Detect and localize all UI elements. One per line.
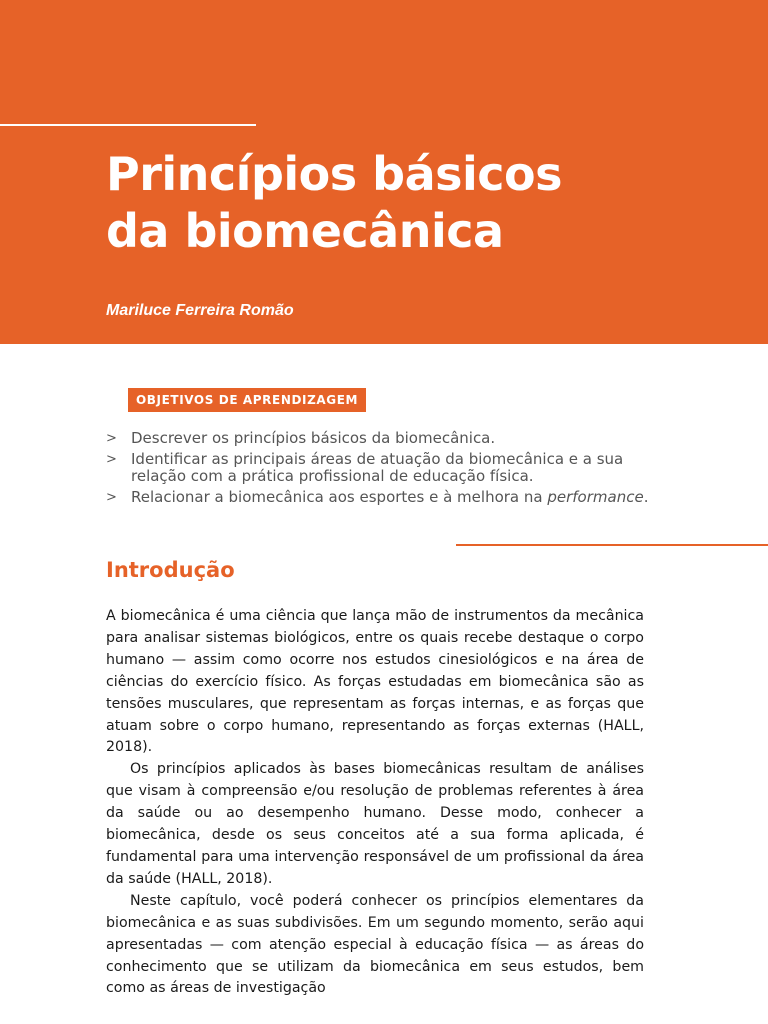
- body-paragraph: Os princípios aplicados às bases biomecânicas resultam de análises que visam à compreensão e/ou resolução de problemas referentes à área da saúde ou ao desempenho humano. Desse modo, conhecer a biomecânica, desde os seus conceitos até a sua forma aplicada, é fundamental para uma intervenção responsável de um profissional da área da saúde (HALL, 2018).: [106, 761, 644, 887]
- objective-text: Relacionar a biomecânica aos esportes e à melhora na: [131, 488, 543, 506]
- chapter-header: [0, 0, 768, 344]
- objective-text: Descrever os princípios básicos da biomecânica.: [131, 429, 496, 447]
- objective-text: Identificar as principais áreas de atuação da biomecânica e a sua relação com a prática profissional de educação física.: [131, 450, 624, 485]
- section-body: [106, 606, 644, 1000]
- chevron-right-icon: >: [106, 452, 117, 467]
- objectives-list: [106, 430, 666, 510]
- objectives-label: OBJETIVOS DE APRENDIZAGEM: [128, 388, 366, 412]
- objective-item: [106, 451, 666, 485]
- objective-end: .: [643, 488, 649, 506]
- author-name: Mariluce Ferreira Romão: [106, 302, 294, 319]
- chevron-right-icon: >: [106, 431, 117, 446]
- section-divider: [456, 544, 768, 546]
- section-title: Introdução: [106, 558, 235, 582]
- body-paragraph: Neste capítulo, você poderá conhecer os princípios elementares da biomecânica e as suas subdivisões. Em um segundo momento, serão aqui apresentadas — com atenção especial à educação física — as áreas do conhecimento que se utilizam da biomecânica em seus estudos, bem como as áreas de investigação: [106, 892, 644, 997]
- body-paragraph: A biomecânica é uma ciência que lança mão de instrumentos da mecânica para analisar sistemas biológicos, entre os quais recebe destaque o corpo humano — assim como ocorre nos estudos cinesiológicos e na área de ciências do exercício físico. As forças estudadas em biomecânica são as tensões musculares, que representam as forças internas, e as forças que atuam sobre o corpo humano, representando as forças externas (HALL, 2018).: [106, 608, 644, 756]
- chapter-title-line-1: Princípios básicos: [106, 147, 563, 201]
- chapter-title-line-2: da biomecânica: [106, 204, 504, 258]
- chevron-right-icon: >: [106, 490, 117, 505]
- chapter-title: [106, 146, 726, 260]
- header-divider: [0, 124, 256, 126]
- objective-item: [106, 430, 666, 447]
- objective-emphasis: performance: [547, 488, 644, 506]
- objective-item: [106, 489, 666, 506]
